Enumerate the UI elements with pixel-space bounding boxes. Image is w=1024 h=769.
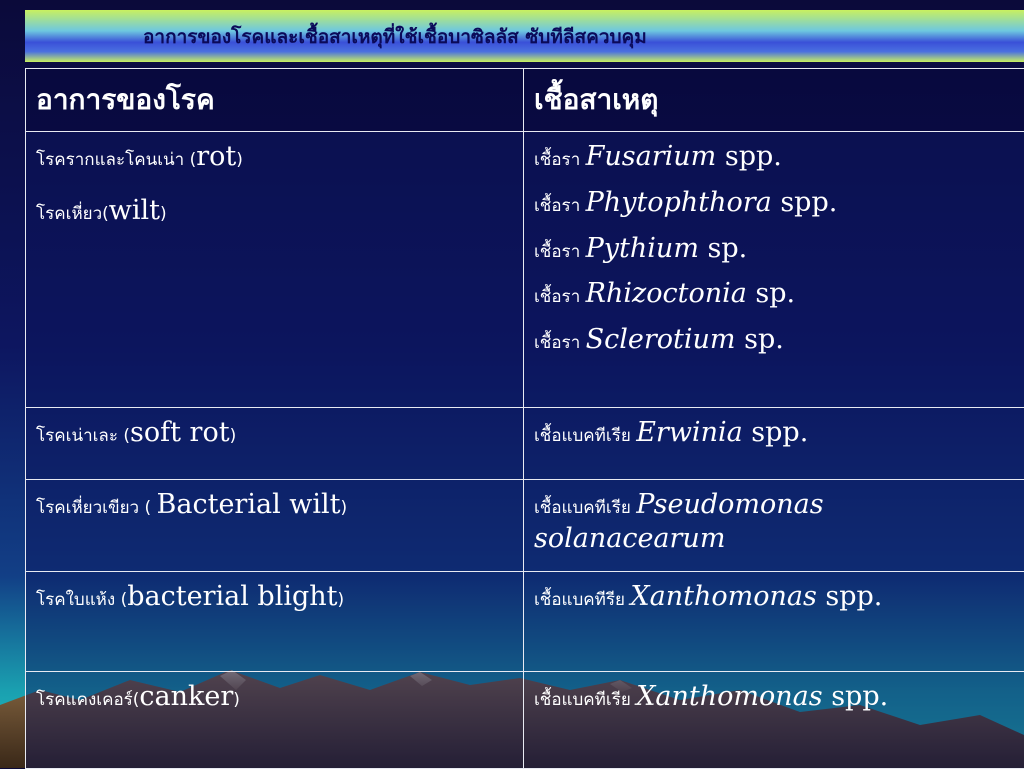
table-row: [26, 480, 1024, 572]
pathogen-cell: เชื้อแบคทีเรีย Pseudomonas solanacearum: [524, 480, 1024, 572]
header-symptom: อาการของโรค: [26, 69, 524, 132]
pathogen-entry: เชื้อรา Rhizoctonia sp.: [534, 277, 1014, 311]
pathogen-cell: [524, 132, 1024, 408]
pathogen-entry: เชื้อรา Fusarium spp.: [534, 140, 1014, 174]
disease-entry: โรคเหี่ยว(wilt): [36, 194, 513, 228]
pathogen-cell: เชื้อแบคทีเรีย Erwinia spp.: [524, 408, 1024, 480]
table-header-row: [26, 69, 1024, 132]
table-row: [26, 672, 1024, 769]
disease-entry: โรครากและโคนเน่า (rot): [36, 140, 513, 174]
table-row: [26, 572, 1024, 672]
slide-title: อาการของโรคและเชื้อสาเหตุที่ใช้เชื้อบาซิลลัส ซับทีลีสควบคุม: [143, 22, 647, 52]
header-pathogen: เชื้อสาเหตุ: [524, 69, 1024, 132]
disease-pathogen-table: [25, 68, 1024, 769]
table-row: [26, 132, 1024, 408]
pathogen-entry: เชื้อรา Sclerotium sp.: [534, 323, 1014, 357]
table-row: [26, 408, 1024, 480]
pathogen-cell: เชื้อแบคทีเรีย Xanthomonas spp.: [524, 672, 1024, 769]
pathogen-cell: เชื้อแบคทีรีย Xanthomonas spp.: [524, 572, 1024, 672]
disease-cell: โรคเน่าเละ (soft rot): [26, 408, 524, 480]
disease-cell: โรคแคงเคอร์(canker): [26, 672, 524, 769]
disease-cell: โรคเหี่ยวเขียว ( Bacterial wilt): [26, 480, 524, 572]
disease-cell: โรคใบแห้ง (bacterial blight): [26, 572, 524, 672]
title-banner: [25, 10, 1024, 62]
disease-cell: [26, 132, 524, 408]
pathogen-entry: เชื้อรา Pythium sp.: [534, 232, 1014, 266]
pathogen-entry: เชื้อรา Phytophthora spp.: [534, 186, 1014, 220]
